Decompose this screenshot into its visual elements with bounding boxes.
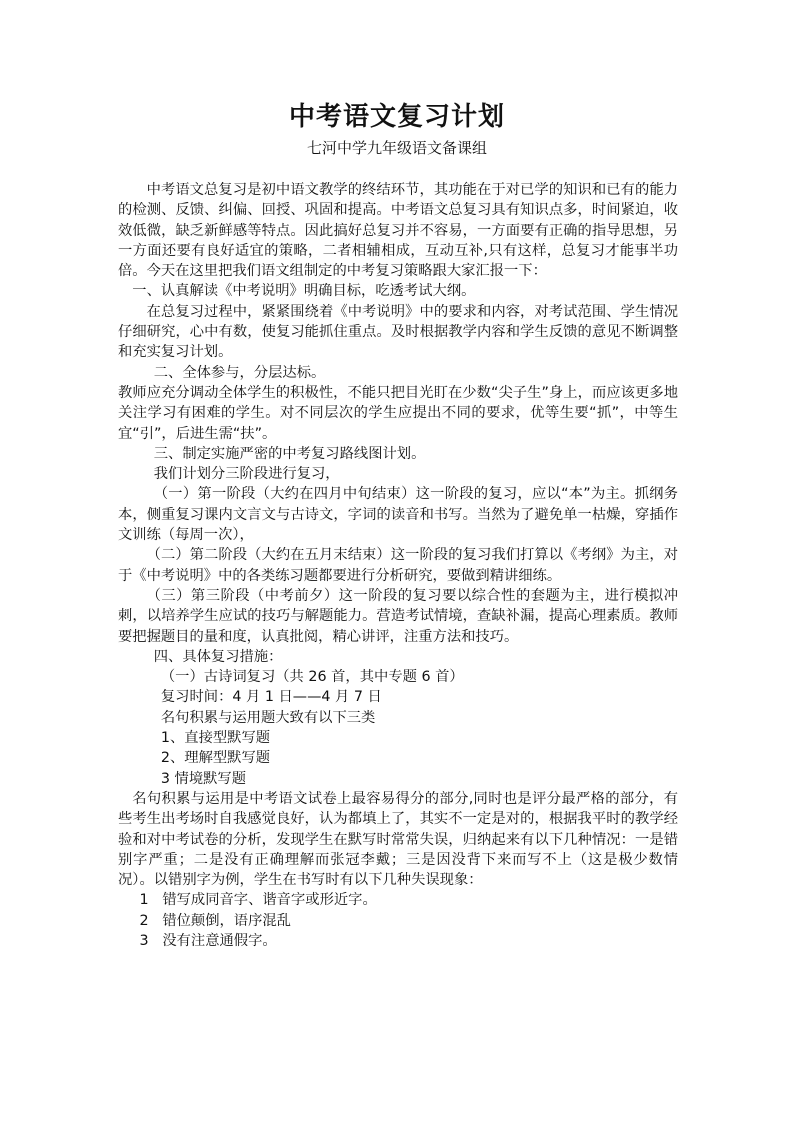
type-1: 1、直接型默写题 bbox=[160, 730, 271, 747]
error-item bbox=[118, 890, 678, 910]
type-3: 3 情境默写题 bbox=[160, 770, 247, 787]
section-paragraph-1: 在总复习过程中，紧紧围绕着《中考说明》中的要求和内容，对考试范围、学生情况仔细研究，心中有数，使复习能抓住重点。及时根据教学内容和学生反馈的意见不断调整和充实复习计划。 bbox=[118, 303, 678, 361]
error-text: 错写成同音字、谐音字或形近字。 bbox=[162, 892, 377, 909]
error-text: 错位颠倒，语序混乱 bbox=[162, 912, 291, 929]
section-heading-1: 一、认真解读《中考说明》明确目标，吃透考试大纲。 bbox=[132, 283, 476, 300]
section-paragraph-3: 我们计划分三阶段进行复习， bbox=[153, 466, 340, 483]
document-title: 中考语文复习计划 bbox=[288, 102, 505, 132]
intro-paragraph: 中考语文总复习是初中语文教学的终结环节，其功能在于对已学的知识和已有的能力的检测、反馈、纠偏、回授、巩固和提高。中考语文总复习具有知识点多，时间紧迫，收效低微，缺乏新鲜感等特点。因此搞好总复习并不容易，一方面要有正确的指导思想，另一方面还要有良好适宜的策略，二者相辅相成，互动互补,只有这样，总复习才能事半功倍。今天在这里把我们语文组制定的中考复习策略跟大家汇报一下： bbox=[118, 182, 678, 280]
measure-3: 名句积累与运用题大致有以下三类 bbox=[160, 709, 376, 726]
section-heading-4: 四、具体复习措施： bbox=[153, 648, 283, 665]
type-2: 2、理解型默写题 bbox=[160, 750, 271, 767]
section-paragraph-2: 教师应充分调动全体学生的积极性，不能只把目光盯在少数“尖子生”身上，而应该更多地关注学习有困难的学生。对不同层次的学生应提出不同的要求，优等生要“抓”，中等生宜“引”，后进生需“扶”。 bbox=[118, 384, 678, 442]
document-body bbox=[118, 180, 678, 951]
measure-1: （一）古诗词复习（共 26 首，其中专题 6 首） bbox=[160, 669, 464, 686]
document-subtitle: 七河中学九年级语文备课组 bbox=[306, 139, 487, 157]
stage-1-paragraph: （一）第一阶段（大约在四月中旬结束）这一阶段的复习，应以“本”为主。抓纲务本，侧重复习课内文言文与古诗文，字词的读音和书写。当然为了避免单一枯燥，穿插作文训练（每周一次）， bbox=[118, 486, 678, 544]
error-text: 没有注意通假字。 bbox=[162, 932, 277, 949]
error-number: 2 bbox=[139, 912, 149, 929]
section-heading-3: 三、制定实施严密的中考复习路线图计划。 bbox=[153, 445, 426, 462]
measure-2: 复习时间：4 月 1 日——4 月 7 日 bbox=[160, 689, 382, 706]
error-number: 1 bbox=[139, 892, 149, 909]
error-number: 3 bbox=[139, 932, 149, 949]
section-heading-2: 二、全体参与，分层达标。 bbox=[153, 364, 326, 381]
stage-3-paragraph: （三）第三阶段（中考前夕）这一阶段的复习要以综合性的套题为主，进行模拟冲刺，以培养学生应试的技巧与解题能力。营造考试情境，查缺补漏，提高心理素质。教师要把握题目的量和度，认真批阅，精心讲评，注重方法和技巧。 bbox=[118, 587, 678, 645]
stage-2-paragraph: （二）第二阶段（大约在五月末结束）这一阶段的复习我们打算以《考纲》为主，对于《中考说明》中的各类练习题都要进行分析研究，要做到精讲细练。 bbox=[118, 547, 678, 584]
error-item bbox=[118, 931, 678, 951]
error-item bbox=[118, 911, 678, 931]
section-paragraph-4: 名句积累与运用是中考语文试卷上最容易得分的部分,同时也是评分最严格的部分，有些考生出考场时自我感觉良好，认为都填上了，其实不一定是对的，根据我平时的教学经验和对中考试卷的分析，发现学生在默写时常常失误，归纳起来有以下几种情况：一是错别字严重；二是没有正确理解而张冠李戴；三是因没背下来而写不上（这是极少数情况）。以错别字为例，学生在书写时有以下几种失误现象： bbox=[118, 790, 678, 889]
